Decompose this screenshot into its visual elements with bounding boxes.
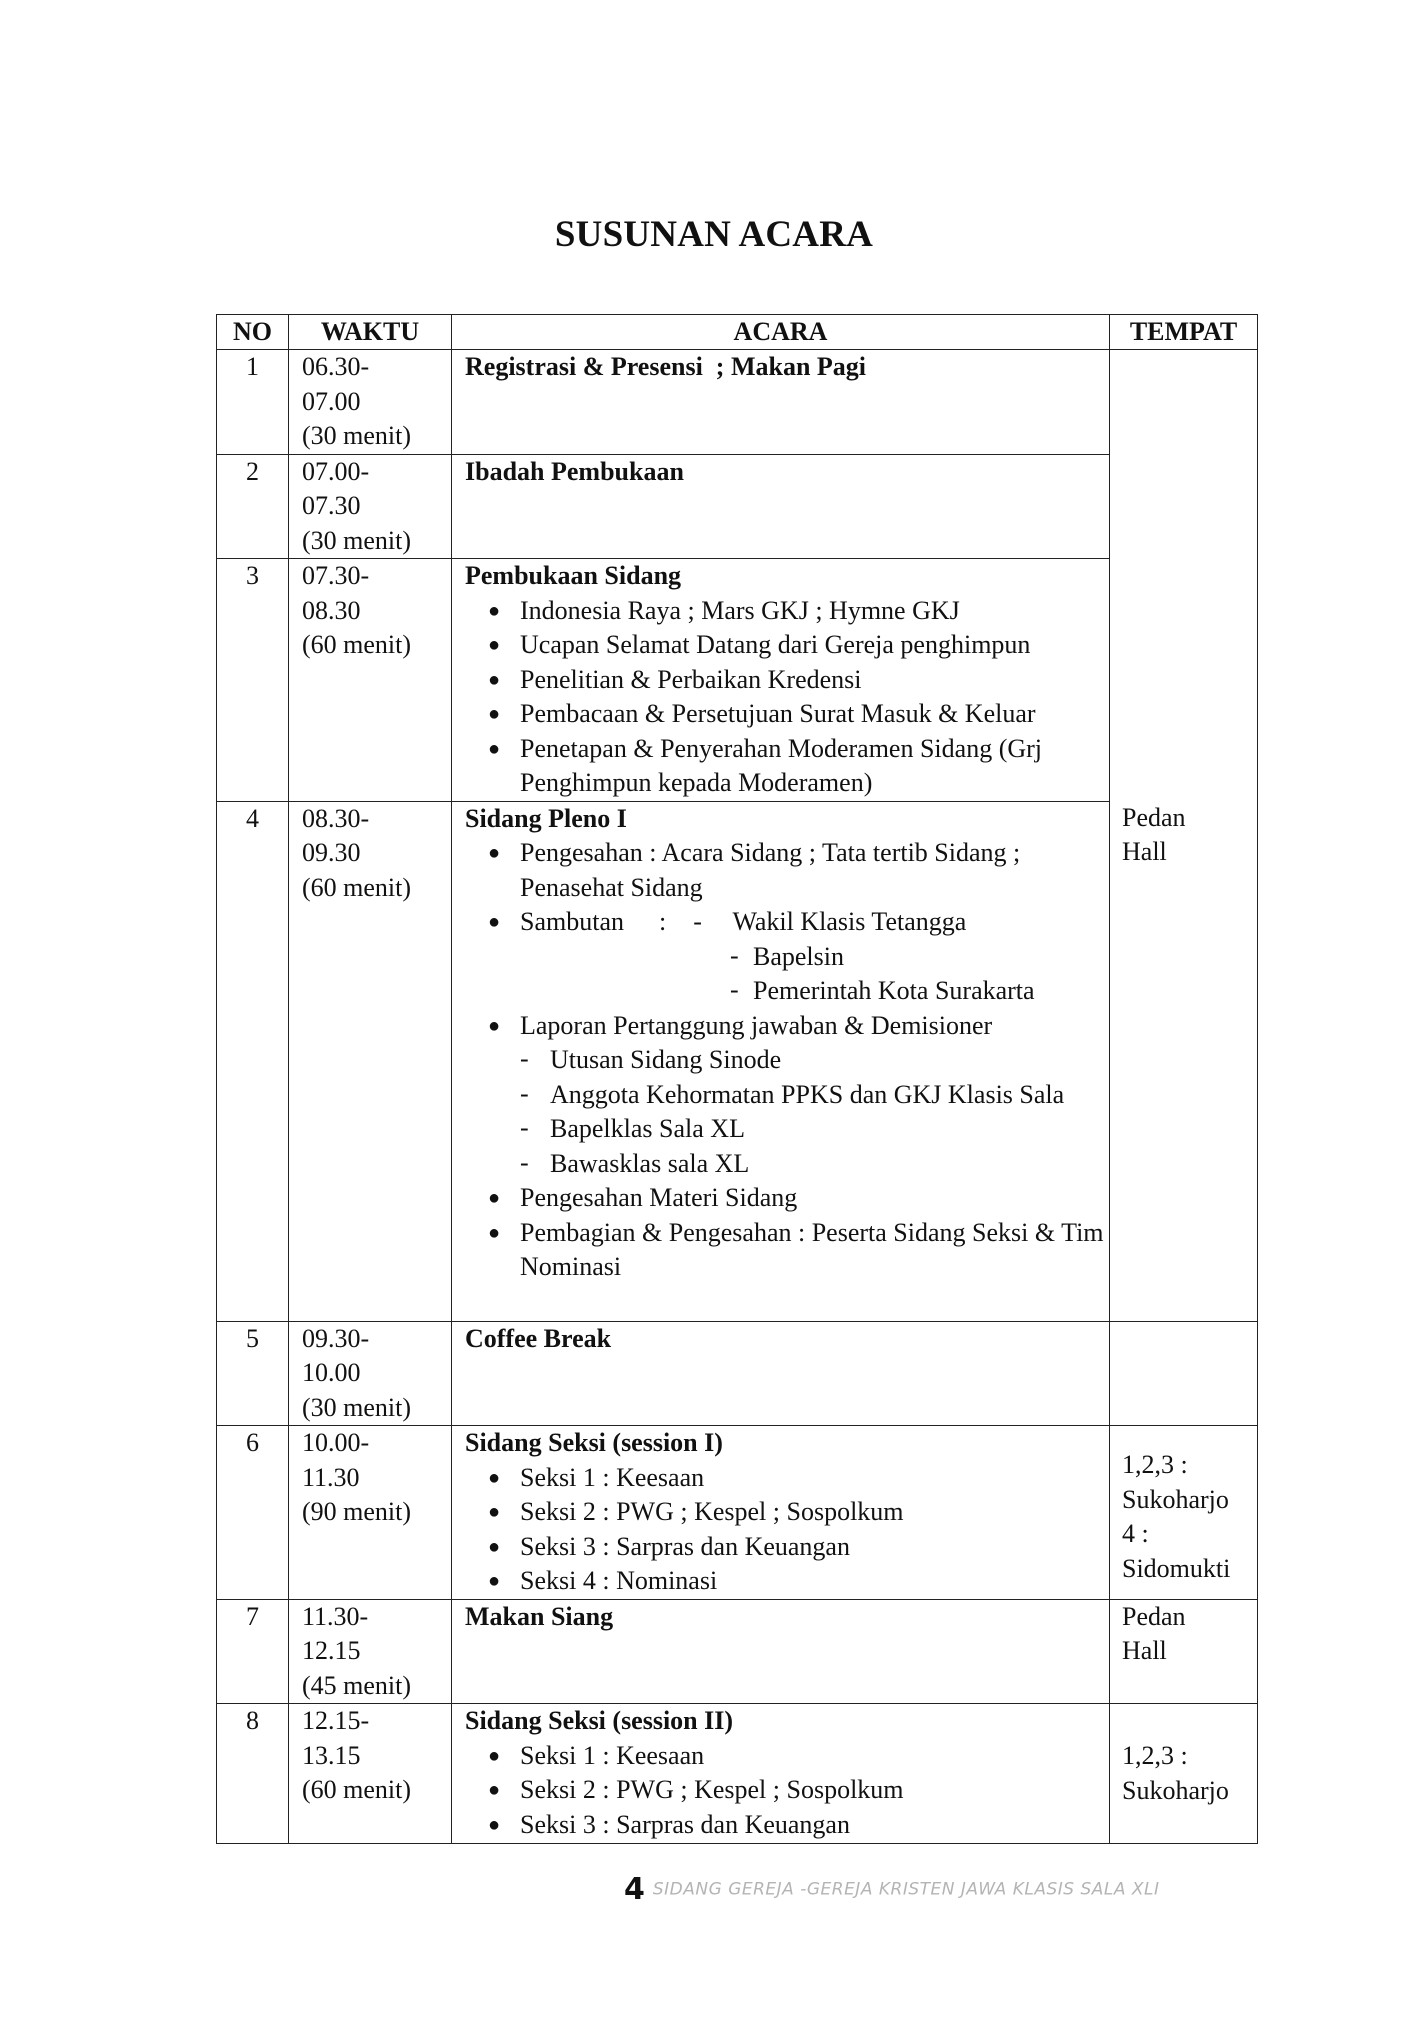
list-item (465, 905, 1105, 1009)
acara-items (465, 1461, 1105, 1599)
acara-heading: Sidang Seksi (session II) (465, 1706, 734, 1735)
acara-heading: Sidang Seksi (session I) (465, 1428, 723, 1457)
list-item (465, 1739, 1105, 1774)
list-item (465, 732, 1105, 801)
acara-items (465, 594, 1105, 801)
item-text: Seksi 3 : Sarpras dan Keuangan (520, 1809, 850, 1839)
row-time (289, 559, 452, 802)
row-tempat (1110, 1321, 1258, 1426)
row-number: 7 (217, 1599, 289, 1704)
item-text: Seksi 1 : Keesaan (520, 1462, 705, 1492)
tempat-line: 1,2,3 : (1122, 1450, 1188, 1480)
tempat-line: Pedan (1122, 802, 1186, 832)
table-row (217, 1321, 1258, 1426)
time-duration: (60 menit) (302, 1775, 412, 1804)
header-no: NO (217, 315, 289, 350)
row-number: 6 (217, 1426, 289, 1600)
item-text: Seksi 2 : PWG ; Kespel ; Sospolkum (520, 1497, 904, 1526)
table-header-row (217, 315, 1258, 350)
table-row (217, 1599, 1258, 1704)
bullet-icon: ● (488, 703, 501, 725)
time-end: 07.30 (302, 491, 361, 520)
acara-heading: Ibadah Pembukaan (465, 456, 684, 486)
list-item (465, 663, 1105, 698)
time-duration: (60 menit) (302, 630, 412, 659)
time-duration: (45 menit) (302, 1670, 412, 1700)
bullet-icon: ● (488, 1014, 501, 1037)
bullet-icon: ● (488, 1187, 501, 1209)
bullet-icon: ● (488, 1535, 501, 1558)
footer-text: SIDANG GEREJA -GEREJA KRISTEN JAWA KLASIS SALA XLI (652, 1879, 1160, 1900)
row-acara (452, 454, 1110, 559)
row-number: 3 (217, 559, 289, 802)
sambutan-row (520, 905, 1105, 940)
time-duration: (90 menit) (302, 1497, 412, 1526)
list-item (465, 1530, 1105, 1565)
tempat-line: Sukoharjo (1122, 1484, 1229, 1514)
time-duration: (30 menit) (302, 421, 412, 450)
row-time (289, 1426, 452, 1600)
sub-item (520, 1078, 1105, 1113)
time-start: 09.30- (302, 1323, 370, 1353)
time-end: 11.30 (302, 1462, 360, 1492)
tempat-line: Hall (1122, 837, 1167, 867)
acara-heading: Sidang Pleno I (465, 803, 627, 833)
bullet-icon: ● (488, 599, 501, 622)
row-tempat (1110, 1704, 1258, 1844)
table-row (217, 350, 1258, 455)
bullet-icon: ● (488, 1466, 501, 1489)
tempat-line: 1,2,3 : (1122, 1741, 1188, 1770)
time-duration: (30 menit) (302, 1392, 412, 1422)
bullet-icon: ● (488, 1779, 501, 1801)
item-text: Penetapan & Penyerahan Moderamen Sidang (Grj Penghimpun kepada Moderamen) (520, 733, 1043, 797)
row-time (289, 1599, 452, 1704)
page-title: SUSUNAN ACARA (554, 214, 874, 255)
time-start: 12.15- (302, 1706, 370, 1735)
time-duration: (60 menit) (302, 872, 412, 902)
table-row (217, 1704, 1258, 1844)
item-text: Pengesahan : Acara Sidang ; Tata tertib Sidang ; Penasehat Sidang (520, 838, 1021, 902)
list-item (465, 836, 1105, 905)
bullet-icon: ● (488, 1813, 501, 1836)
tempat-line: 4 : (1122, 1519, 1149, 1549)
row-acara (452, 350, 1110, 455)
tempat-line: Sidomukti (1122, 1553, 1231, 1583)
laporan-subs (520, 1043, 1105, 1181)
time-end: 09.30 (302, 838, 361, 867)
item-text: Pengesahan Materi Sidang (520, 1183, 798, 1212)
time-duration: (30 menit) (302, 525, 412, 555)
bullet-icon: ● (488, 842, 501, 864)
acara-items (465, 1739, 1105, 1843)
sub-item-text: Pemerintah Kota Surakarta (753, 976, 1035, 1005)
acara-heading: Coffee Break (465, 1323, 612, 1353)
dash-icon: - (520, 1078, 529, 1108)
sub-item-text: Bapelklas Sala XL (550, 1114, 745, 1143)
page-footer (624, 1871, 1160, 1907)
dash-icon: - (520, 1147, 529, 1177)
item-text: Seksi 2 : PWG ; Kespel ; Sospolkum (520, 1775, 904, 1804)
bullet-icon: ● (488, 634, 501, 656)
bullet-icon: ● (488, 1570, 501, 1592)
page-number: 4 (624, 1871, 645, 1907)
time-start: 08.30- (302, 803, 370, 833)
table-row (217, 801, 1258, 1321)
row-time (289, 1321, 452, 1426)
time-start: 07.00- (302, 456, 370, 486)
item-text: Penelitian & Perbaikan Kredensi (520, 664, 862, 694)
dash-icon: - (520, 1044, 529, 1073)
tempat-line: Hall (1122, 1636, 1167, 1665)
row-tempat (1110, 1599, 1258, 1704)
sub-item (520, 1112, 1105, 1147)
tempat-line: Sukoharjo (1122, 1775, 1229, 1805)
dash-icon: - (693, 907, 702, 936)
table-row (217, 1426, 1258, 1600)
sub-item (520, 974, 1105, 1009)
item-text: Laporan Pertanggung jawaban & Demisioner (520, 1010, 993, 1040)
sub-item (520, 1043, 1105, 1078)
header-acara: ACARA (452, 315, 1110, 350)
row-time (289, 1704, 452, 1844)
header-tempat: TEMPAT (1110, 315, 1258, 350)
list-item (465, 1564, 1105, 1599)
bullet-icon: ● (488, 737, 501, 760)
row-acara (452, 1426, 1110, 1600)
list-item (465, 594, 1105, 629)
time-end: 10.00 (302, 1358, 361, 1387)
bullet-icon: ● (488, 1221, 501, 1244)
tempat-line: Pedan (1122, 1601, 1186, 1631)
acara-heading: Pembukaan Sidang (465, 561, 682, 590)
row-number: 1 (217, 350, 289, 455)
item-text: Seksi 3 : Sarpras dan Keuangan (520, 1531, 850, 1561)
bullet-icon: ● (488, 668, 501, 691)
list-item (465, 628, 1105, 663)
bullet-icon: ● (488, 1501, 501, 1523)
acara-heading: Makan Siang (465, 1601, 614, 1631)
time-end: 12.15 (302, 1636, 361, 1665)
time-start: 11.30- (302, 1601, 369, 1631)
item-text: Ucapan Selamat Datang dari Gereja penghimpun (520, 630, 1031, 659)
list-item (465, 1495, 1105, 1530)
table-row (217, 454, 1258, 559)
row-acara (452, 1704, 1110, 1844)
bullet-icon: ● (488, 911, 501, 933)
sub-item (520, 940, 1105, 975)
sub-item-text: Bawasklas sala XL (550, 1148, 750, 1178)
sub-item-text: Anggota Kehormatan PPKS dan GKJ Klasis Sala (550, 1079, 1065, 1109)
time-end: 07.00 (302, 386, 361, 416)
row-acara (452, 1321, 1110, 1426)
tempat-merged (1110, 350, 1258, 1322)
dash-icon: - (730, 940, 739, 970)
dash-icon: - (730, 975, 739, 1004)
item-text: Pembacaan & Persetujuan Surat Masuk & Keluar (520, 699, 1036, 728)
sambutan-label: Sambutan (520, 907, 624, 936)
sub-item-text: Bapelsin (753, 941, 844, 971)
dash-icon: - (520, 1113, 529, 1142)
acara-heading: Registrasi & Presensi ; Makan Pagi (465, 352, 867, 381)
row-acara (452, 559, 1110, 802)
list-item (465, 697, 1105, 732)
table-row (217, 559, 1258, 802)
list-item (465, 1009, 1105, 1182)
sub-item (520, 1147, 1105, 1182)
bullet-icon: ● (488, 1744, 501, 1767)
header-waktu: WAKTU (289, 315, 452, 350)
row-time (289, 801, 452, 1321)
item-text: Seksi 4 : Nominasi (520, 1566, 718, 1595)
sub-item-text: Utusan Sidang Sinode (550, 1045, 782, 1074)
row-number: 5 (217, 1321, 289, 1426)
list-item (465, 1773, 1105, 1808)
time-start: 10.00- (302, 1428, 370, 1457)
acara-items (465, 836, 1105, 1285)
list-item (465, 1181, 1105, 1216)
time-start: 07.30- (302, 561, 370, 590)
time-end: 08.30 (302, 595, 361, 625)
row-time (289, 350, 452, 455)
row-tempat (1110, 1426, 1258, 1600)
schedule-table (216, 314, 1258, 1844)
list-item (465, 1808, 1105, 1843)
row-acara (452, 801, 1110, 1321)
item-text: Seksi 1 : Keesaan (520, 1740, 705, 1770)
list-item (465, 1216, 1105, 1285)
time-start: 06.30- (302, 352, 370, 381)
row-number: 4 (217, 801, 289, 1321)
row-number: 2 (217, 454, 289, 559)
list-item (465, 1461, 1105, 1496)
row-acara (452, 1599, 1110, 1704)
sambutan-separator: : (659, 907, 667, 936)
item-text: Indonesia Raya ; Mars GKJ ; Hymne GKJ (520, 595, 960, 625)
item-text: Pembagian & Pengesahan : Peserta Sidang Seksi & Tim Nominasi (520, 1217, 1104, 1281)
sub-item-text: Wakil Klasis Tetangga (732, 907, 967, 936)
row-time (289, 454, 452, 559)
row-number: 8 (217, 1704, 289, 1844)
time-end: 13.15 (302, 1740, 361, 1770)
